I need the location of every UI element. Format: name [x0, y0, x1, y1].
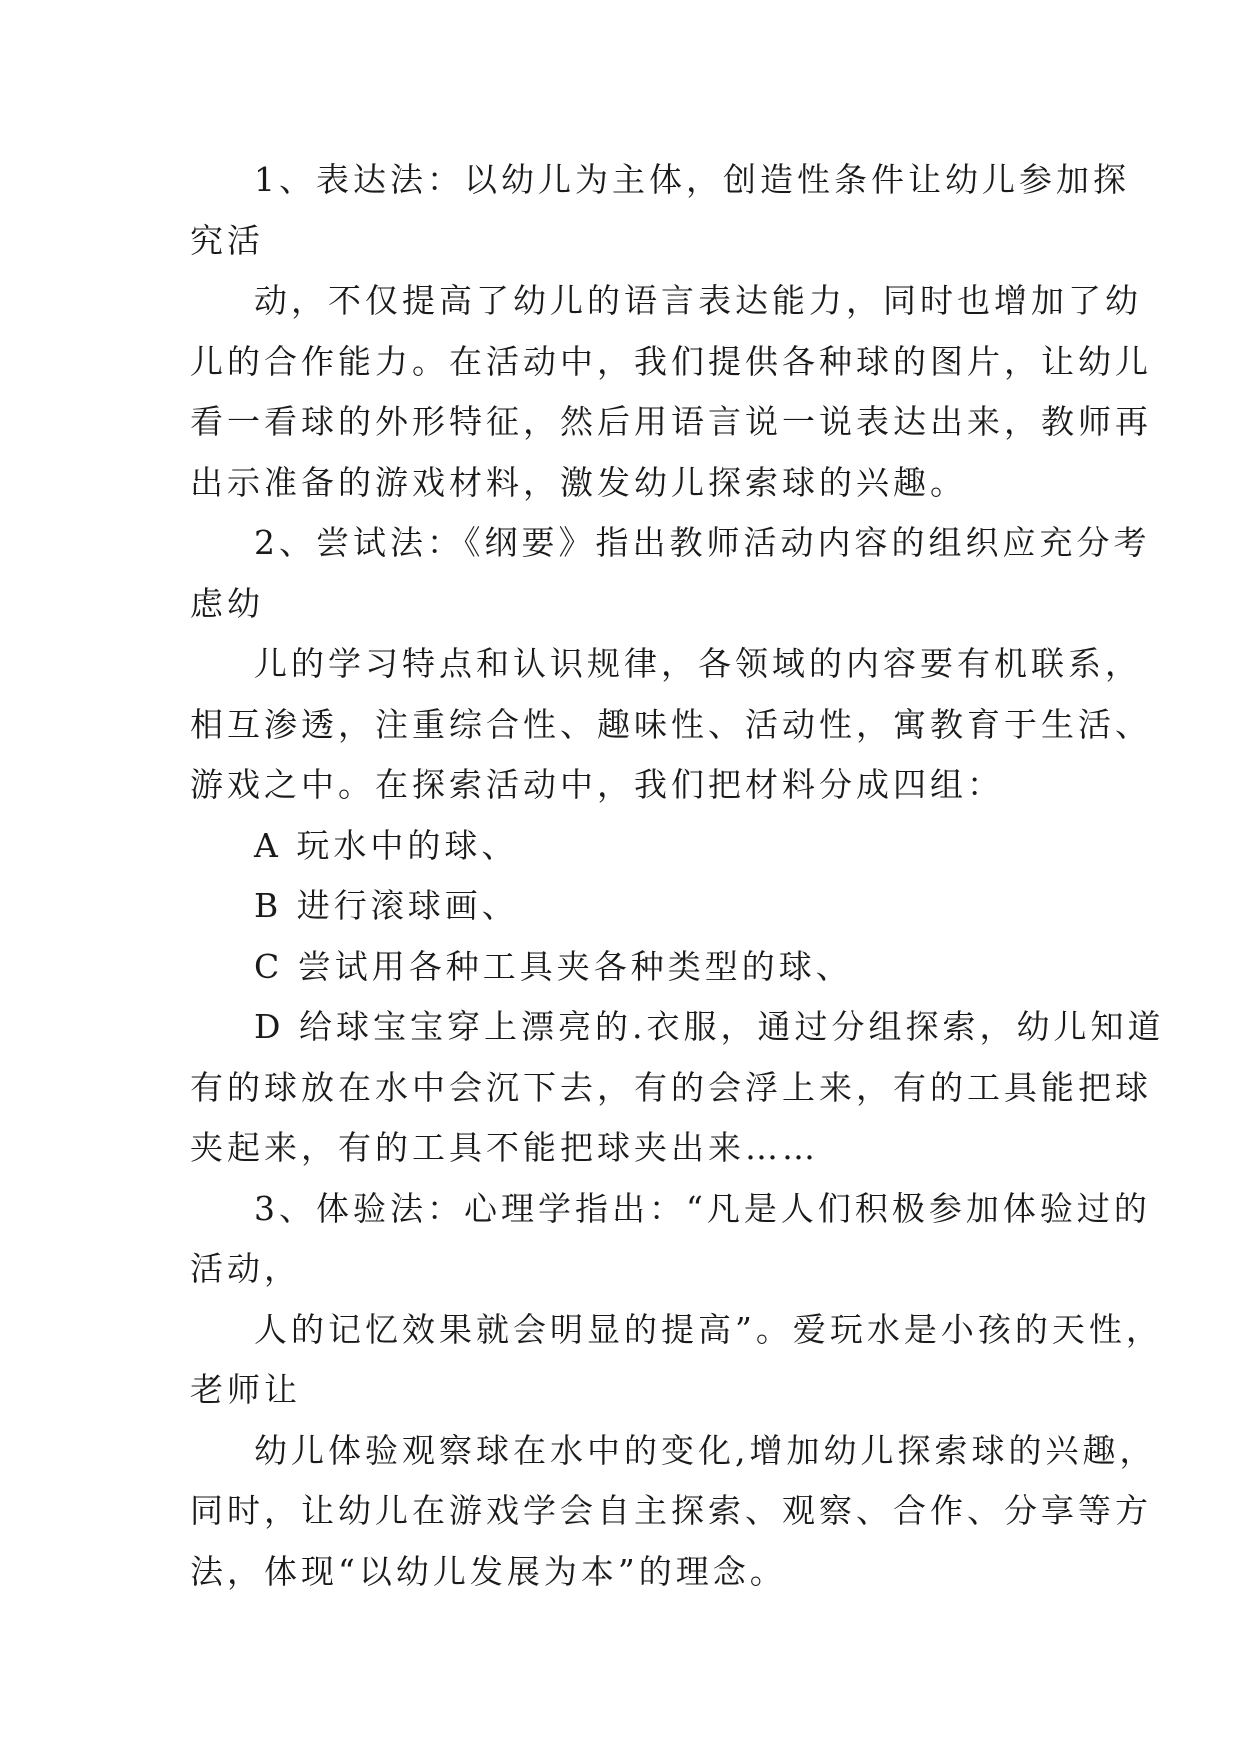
- paragraph-line: 老师让: [190, 1370, 301, 1409]
- paragraph-line: 游戏之中。在探索活动中，我们把材料分成四组：: [190, 765, 1004, 804]
- paragraph-line: 儿的学习特点和认识规律，各领域的内容要有机联系，: [254, 644, 1142, 683]
- paragraph-line: 同时，让幼儿在游戏学会自主探索、观察、合作、分享等方: [190, 1491, 1152, 1530]
- paragraph-line: 活动，: [190, 1249, 301, 1288]
- paragraph-line: 人的记忆效果就会明显的提高”。爱玩水是小孩的天性，: [254, 1309, 1163, 1349]
- paragraph-line: 有的球放在水中会沉下去，有的会浮上来，有的工具能把球: [190, 1067, 1152, 1107]
- paragraph-line: 相互渗透，注重综合性、趣味性、活动性，寓教育于生活、: [190, 704, 1152, 744]
- list-item-c: C 尝试用各种工具夹各种类型的球、: [254, 946, 853, 986]
- document-body: [190, 150, 1165, 1602]
- list-item-a: A 玩水中的球、: [254, 825, 519, 865]
- paragraph-line: 1、表达法：以幼儿为主体，创造性条件让幼儿参加探: [254, 160, 1130, 199]
- paragraph-line: 法，体现“以幼儿发展为本”的理念。: [190, 1551, 787, 1591]
- list-item-b: B 进行滚球画、: [254, 886, 519, 925]
- paragraph-line: 看一看球的外形特征，然后用语言说一说表达出来，教师再: [190, 402, 1152, 441]
- paragraph-line: 幼儿体验观察球在水中的变化,增加幼儿探索球的兴趣，: [254, 1430, 1157, 1470]
- list-item-d: D 给球宝宝穿上漂亮的.衣服，通过分组探索，幼儿知道: [254, 1007, 1165, 1046]
- paragraph-line: 究活: [190, 220, 264, 260]
- paragraph-line: 3、体验法：心理学指出：“凡是人们积极参加体验过的: [254, 1188, 1151, 1228]
- paragraph-line: 夹起来，有的工具不能把球夹出来……: [190, 1128, 819, 1167]
- paragraph-line: 出示准备的游戏材料，激发幼儿探索球的兴趣。: [190, 462, 967, 502]
- paragraph-line: 虑幼: [190, 583, 264, 623]
- paragraph-line: 动，不仅提高了幼儿的语言表达能力，同时也增加了幼: [254, 281, 1142, 320]
- paragraph-line: 2、尝试法：《纲要》指出教师活动内容的组织应充分考: [254, 523, 1151, 562]
- paragraph-line: 儿的合作能力。在活动中，我们提供各种球的图片，让幼儿: [190, 341, 1152, 381]
